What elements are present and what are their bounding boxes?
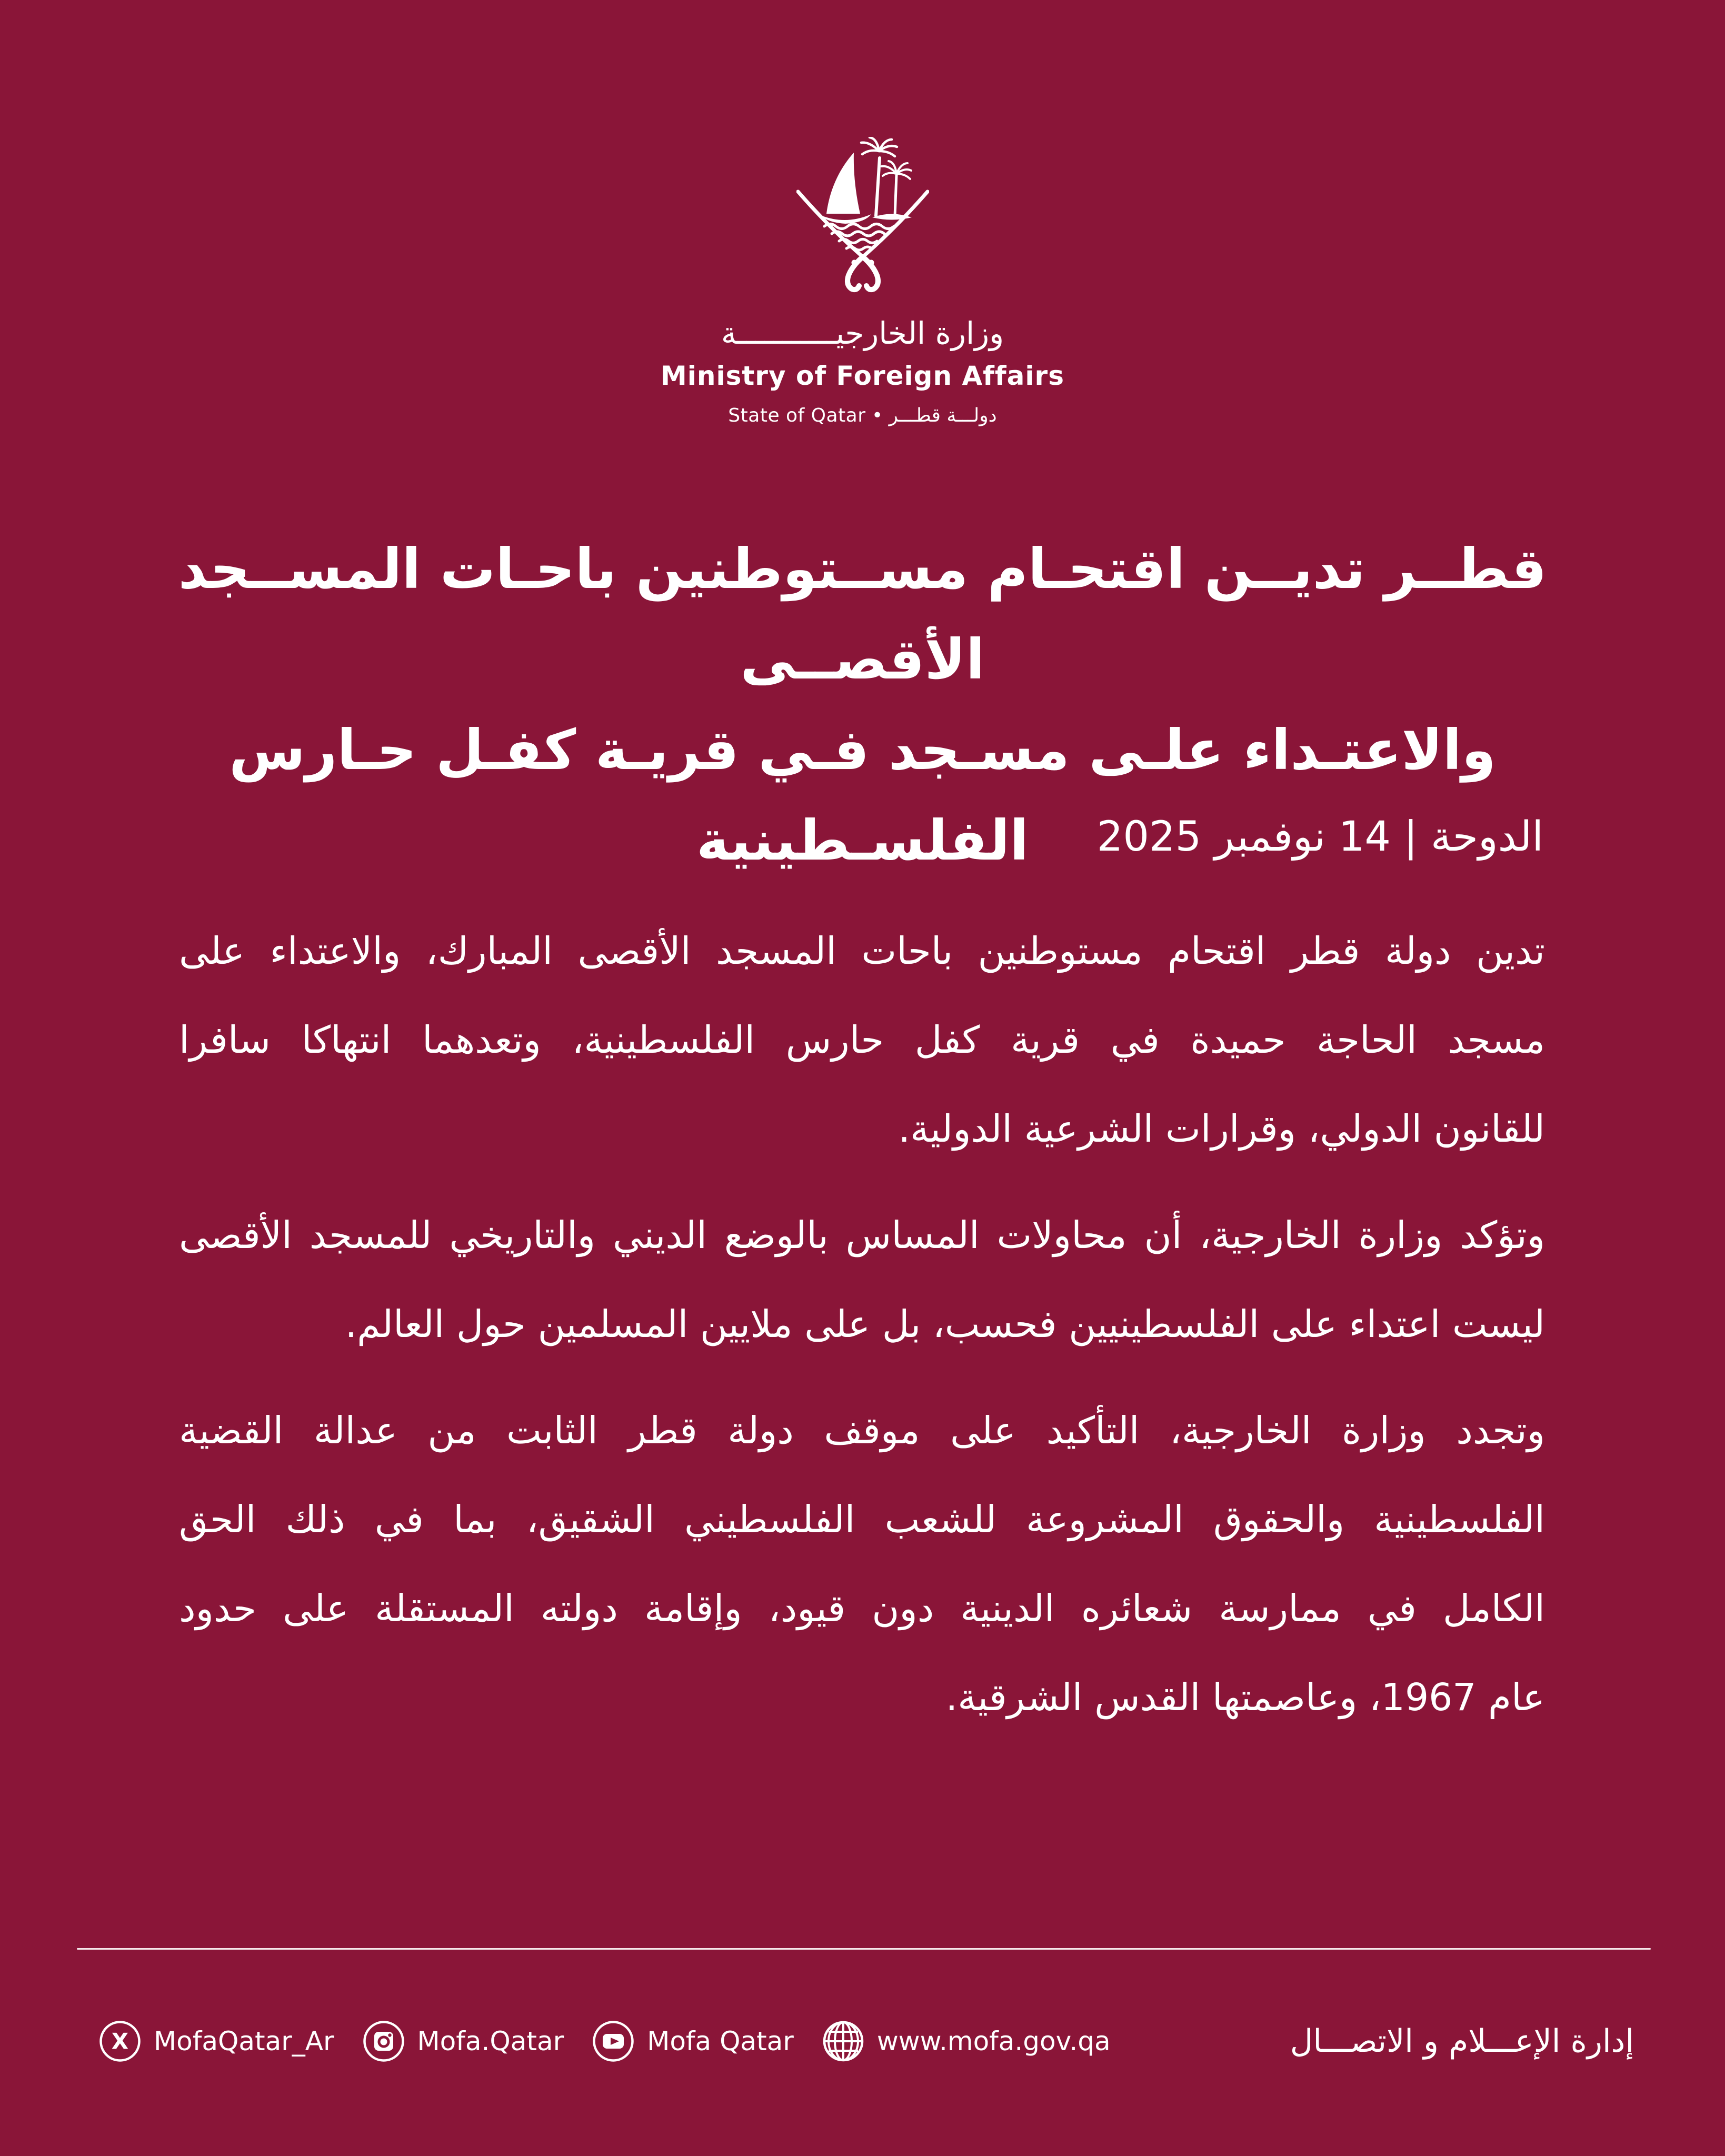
ministry-name-english: Ministry of Foreign Affairs (661, 360, 1064, 391)
department-name-arabic: إدارة الإعـــلام و الاتصـــال (1290, 2023, 1634, 2060)
social-handle[interactable]: Mofa.Qatar (417, 2026, 564, 2057)
body-line: تدين دولة قطر اقتحام مستوطنين باحات المسجد الأقصى المبارك، والاعتداء على (179, 929, 1545, 973)
headline-line-1: قطــر تديــن اقتحـام مســتوطنين باحـات المســجد الأقصــى (178, 537, 1547, 692)
dateline: الدوحة | 14 نوفمبر 2025 (1096, 813, 1543, 861)
social-row (99, 2020, 1111, 2062)
x-icon (99, 2020, 141, 2062)
social-item-website[interactable] (822, 2020, 1111, 2062)
qatar-mofa-emblem-icon (796, 137, 929, 296)
website-url[interactable]: www.mofa.gov.qa (876, 2026, 1111, 2057)
globe-icon (822, 2020, 864, 2062)
paragraph-2 (179, 1191, 1545, 1369)
body-line: للقانون الدولي، وقرارات الشرعية الدولية. (898, 1107, 1545, 1151)
youtube-icon (592, 2020, 634, 2062)
footer (99, 2020, 1634, 2062)
crossed-swords-icon (798, 192, 928, 290)
body-line: وتجدد وزارة الخارجية، التأكيد على موقف دولة قطر الثابت من عدالة القضية (179, 1409, 1545, 1452)
body-line: ليست اعتداء على الفلسطينيين فحسب، بل على ملايين المسلمين حول العالم. (345, 1302, 1545, 1346)
body-line: عام 1967، وعاصمتها القدس الشرقية. (945, 1675, 1545, 1719)
body-line: الكامل في ممارسة شعائره الدينية دون قيود، وإقامة دولته المستقلة على حدود (179, 1586, 1545, 1630)
body-line: وتؤكد وزارة الخارجية، أن محاولات المساس بالوضع الديني والتاريخي للمسجد الأقصى (179, 1213, 1545, 1257)
social-item-x[interactable] (99, 2020, 334, 2062)
body-text (179, 906, 1545, 1759)
ministry-name-arabic: وزارة الخارجيـــــــــــة (721, 315, 1004, 351)
footer-divider (77, 1948, 1651, 1950)
state-of-qatar-line: دولـــة قطـــر • State of Qatar (728, 404, 997, 426)
paragraph-3 (179, 1386, 1545, 1742)
social-item-instagram[interactable] (363, 2020, 564, 2062)
mofa-logo-block (0, 137, 1725, 426)
social-item-youtube[interactable] (592, 2020, 794, 2062)
svg-text:X: X (111, 2028, 129, 2054)
dhow-icon (821, 153, 871, 224)
paragraph-1 (179, 906, 1545, 1173)
social-handle[interactable]: Mofa Qatar (647, 2026, 794, 2057)
instagram-icon (363, 2020, 405, 2062)
headline-line-2: والاعتـداء علـى مسـجد فـي قريـة كفـل حـارس الفلسـطينية (229, 718, 1496, 873)
body-line: الفلسطينية والحقوق المشروعة للشعب الفلسطيني الشقيق، بما في ذلك الحق (179, 1498, 1545, 1541)
social-handle[interactable]: MofaQatar_Ar (154, 2026, 334, 2057)
body-line: مسجد الحاجة حميدة في قرية كفل حارس الفلسطينية، وتعدهما انتهاكا سافرا (179, 1018, 1545, 1062)
palm-trees-icon (861, 137, 912, 220)
